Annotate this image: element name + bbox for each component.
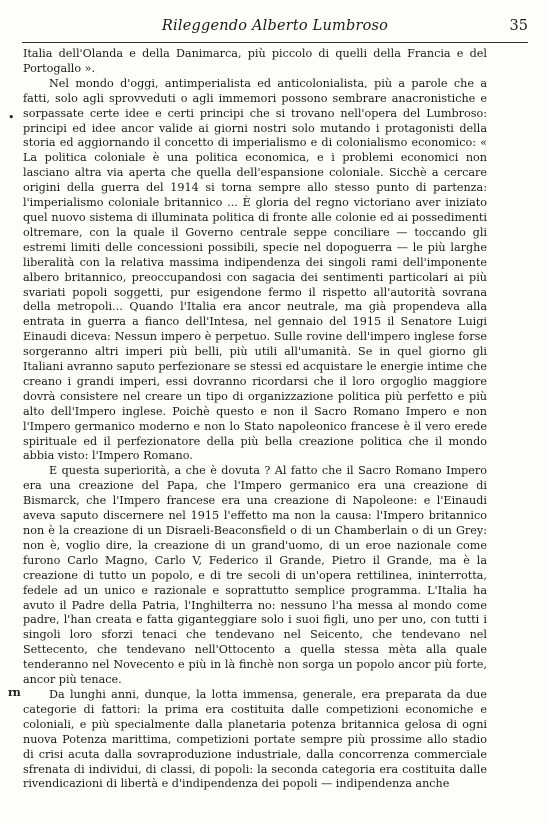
margin-mark: • xyxy=(8,111,15,124)
running-header xyxy=(22,16,528,43)
paragraph: Italia dell'Olanda e della Danimarca, più piccolo di quelli della Francia e del Portogallo ». xyxy=(23,47,487,75)
body-text xyxy=(23,47,487,792)
running-title: Rileggendo Alberto Lumbroso xyxy=(161,18,389,34)
page-number: 35 xyxy=(509,18,528,34)
paragraph: Nel mondo d'oggi, antimperialista ed anticolonialista, più a parole che a fatti, solo agli sprovveduti o agli immemori possono sembrare anacronistiche e sorpassate certe idee e certi principi che si trovano nell'opera del Lumbroso: principi ed idee ancor valide ai giorni nostri solo mutando i protagonisti della storia ed aggiornando il concetto di imperialismo e di colonialismo economico: « La politica coloniale è una politica economica, e i problemi economici non lasciano altra via aperta che quella dell'espansione coloniale. Sicchè a cercare origini della guerra del 1914 si torna sempre allo stesso punto di partenza: l'imperialismo coloniale britannico ... È gloria del regno victoriano aver iniziato quel nuovo sistema di illuminata politica di fronte alle colonie ed ai possedimenti oltremare, con la quale il Governo centrale seppe conciliare — toccando gli estremi limiti delle concessioni possibili, specie nel dopoguerra — le più larghe liberalità con la relativa massima indipendenza dei singoli rami dell'imponente albero britannico, preoccupandosi con sagacia dei sentimenti particolari ai più svariati popoli soggetti, pur esigendone fermo il rispetto all'autorità sovrana della metropoli... Quando l'Italia era ancor neutrale, ma già propendeva alla entrata in guerra a fianco dell'Intesa, nel gennaio del 1915 il Senatore Luigi Einaudi diceva: Nessun impero è perpetuo. Sulle rovine dell'impero inglese forse sorgeranno altri imperi più belli, più utili all'umanità. Se in quel giorno gli Italiani avranno saputo perfezionare se stessi ed acquistare le energie intime che creano i grandi imperi, essi dovranno ricordarsi che il loro orgoglio maggiore dovrà consistere nel creare un tipo di organizzazione politica più perfetto e più alto dell'Impero inglese. Poichè questo e non il Sacro Romano Impero e non l'Impero germanico moderno e non lo Stato napoleonico francese è il vero erede spirituale ed il perfezionatore della più bella creazione politica che il mondo abbia visto: l'Impero Romano. xyxy=(23,76,487,463)
margin-mark: rn xyxy=(8,686,20,699)
paragraph: Da lunghi anni, dunque, la lotta immensa, generale, era preparata da due categorie di fattori: la prima era costituita dalle competizioni economiche e coloniali, e più specialmente dalla planetaria potenza britannica gelosa di ogni nuova Potenza marittima, competizioni portate sempre più prossime allo stadio di crisi acuta dalla sovraproduzione industriale, dalla concorrenza commerciale sfrenata di individui, di classi, di popoli: la seconda categoria era costituita dalle rivendicazioni di libertà e d'indipendenza dei popoli — indipendenza anche xyxy=(23,687,487,791)
paragraph: E questa superiorità, a che è dovuta ? Al fatto che il Sacro Romano Impero era una creazione del Papa, che l'Impero germanico era una creazione di Bismarck, che l'Impero francese era una creazione di Napoleone: e l'Einaudi aveva saputo discernere nel 1915 l'effetto ma non la causa: l'Impero britannico non è la creazione di un Disraeli-Beaconsfield o di un Chamberlain o di un Grey: non è, voglio dire, la creazione di un grand'uomo, di un eroe nazionale come furono Carlo Magno, Carlo V, Federico il Grande, Pietro il Grande, ma è la creazione di tutto un popolo, e di tre secoli di un'opera rettilinea, ininterrotta, fedele ad un unico e razionale e soprattutto semplice programma. L'Italia ha avuto il Padre della Patria, l'Inghilterra no: nessuno l'ha messa al mondo come padre, l'han creata e fatta giganteggiare solo i suoi figli, uno per uno, con tutti i singoli loro sforzi tenaci che tendevano nel Seicento, che tendevano nel Settecento, che tendevano nell'Ottocento a quella stessa mèta alla quale tenderanno nel Novecento e più in là finchè non sorga un popolo ancor più forte, ancor più tenace. xyxy=(23,464,487,687)
